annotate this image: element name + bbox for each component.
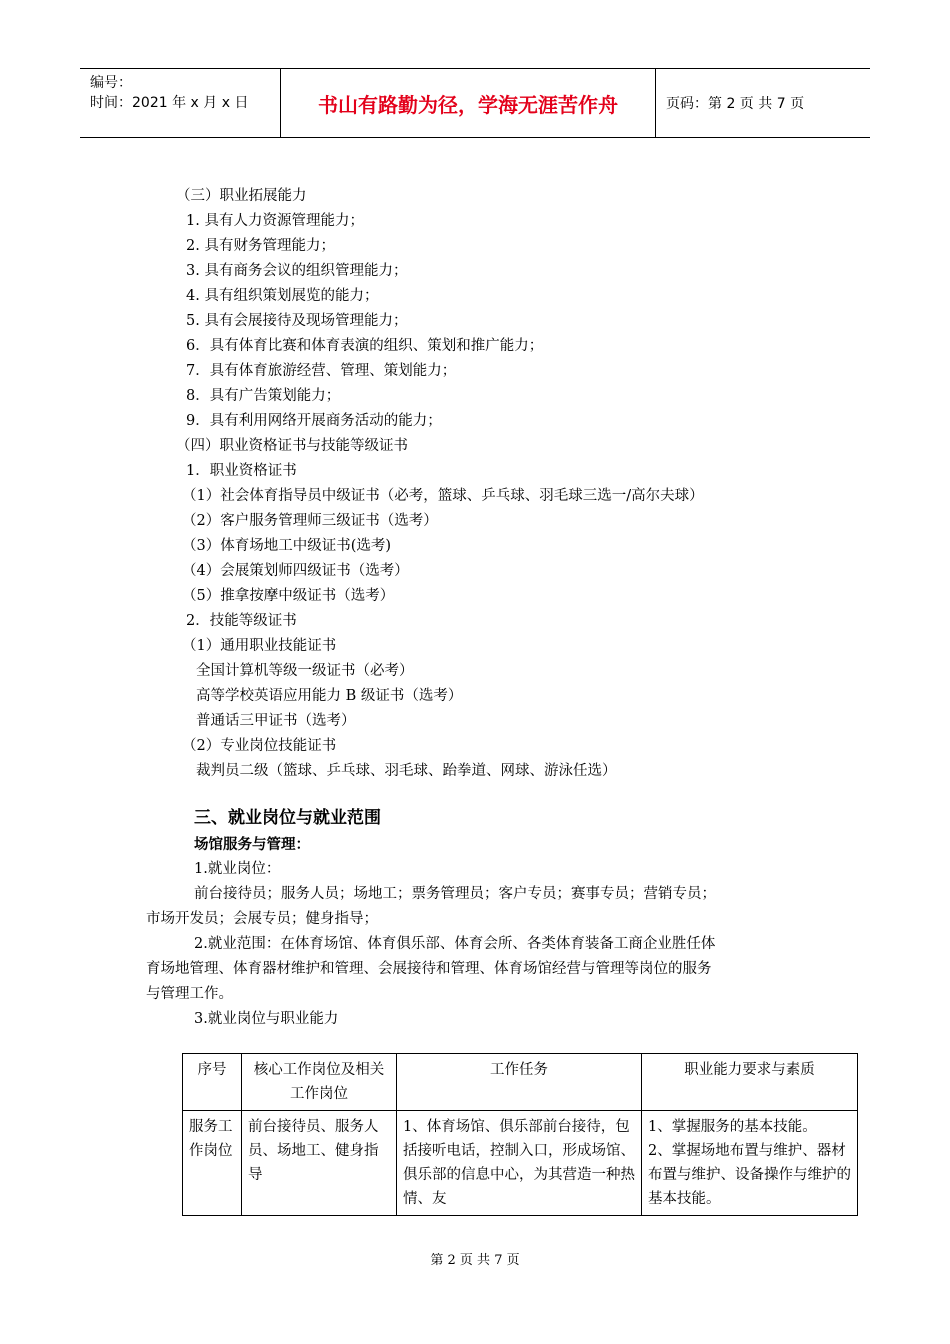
paragraph-title: 3.就业岗位与职业能力 [194,1011,339,1027]
list-item: （2）专业岗位技能证书 [182,738,337,754]
list-item: 6．具有体育比赛和体育表演的组织、策划和推广能力； [186,338,544,354]
section-heading: 三、就业岗位与就业范围 [194,808,381,828]
list-item: 9．具有利用网络开展商务活动的能力； [186,413,442,429]
table-cell-seq: 服务工作岗位 [183,1111,242,1216]
list-item: （1）社会体育指导员中级证书（必考，篮球、乒乓球、羽毛球三选一/高尔夫球） [182,488,704,504]
list-item: 3. 具有商务会议的组织管理能力； [186,263,408,279]
list-item: 高等学校英语应用能力 B 级证书（选考） [196,688,463,704]
table-header-cell: 核心工作岗位及相关工作岗位 [242,1054,397,1111]
table-row [183,1111,858,1216]
table-cell-tasks: 1、体育场馆、俱乐部前台接待，包括接听电话，控制入口，形成场馆、俱乐部的信息中心，为其营造一种热情、友 [397,1111,642,1216]
paragraph-line: 市场开发员；会展专员；健身指导； [146,911,378,927]
list-item: 4. 具有组织策划展览的能力； [186,288,379,304]
paragraph-line: 育场地管理、体育器材维护和管理、会展接待和管理、体育场馆经营与管理等岗位的服务 [146,961,712,977]
number-label: 编号： [90,75,132,91]
paragraph-line: 前台接待员；服务人员；场地工；票务管理员；客户专员；赛事专员；营销专员； [194,886,716,902]
section-title: （三）职业拓展能力 [176,188,307,204]
list-item: （4）会展策划师四级证书（选考） [182,563,409,579]
list-item: 2. 具有财务管理能力； [186,238,335,254]
list-item: 5. 具有会展接待及现场管理能力； [186,313,408,329]
requirement-line: 1、掌握服务的基本技能。 [648,1119,817,1135]
header-motto: 书山有路勤为径，学海无涯苦作舟 [281,69,656,137]
table-cell-positions: 前台接待员、服务人员、场地工、健身指导 [242,1111,397,1216]
paragraph-title: 1.就业岗位： [194,861,281,877]
section-subheading: 场馆服务与管理： [194,837,310,853]
time-label: 时间：2021 年 x 月 x 日 [90,95,249,111]
page-footer: 第 2 页 共 7 页 [430,1253,520,1268]
table-header-cell: 工作任务 [397,1054,642,1111]
requirement-line: 2、掌握场地布置与维护、器材布置与维护、设备操作与维护的基本技能。 [648,1143,851,1207]
list-item: 1．职业资格证书 [186,463,297,479]
list-item: 2．技能等级证书 [186,613,297,629]
table-header-cell: 职业能力要求与素质 [642,1054,858,1111]
list-item: 1. 具有人力资源管理能力； [186,213,364,229]
list-item: （3）体育场地工中级证书(选考) [182,538,392,554]
section-title: （四）职业资格证书与技能等级证书 [176,438,408,454]
list-item: 裁判员二级（篮球、乒乓球、羽毛球、跆拳道、网球、游泳任选） [196,763,617,779]
list-item: 全国计算机等级一级证书（必考） [196,663,414,679]
list-item: （2）客户服务管理师三级证书（选考） [182,513,438,529]
list-item: 8．具有广告策划能力； [186,388,341,404]
page-header [80,68,870,138]
table-cell-requirements [642,1111,858,1216]
paragraph-line: 2.就业范围：在体育场馆、体育俱乐部、体育会所、各类体育装备工商企业胜任体 [194,936,716,952]
table-header-cell: 序号 [183,1054,242,1111]
jobs-table [182,1053,858,1216]
table-header-row [183,1054,858,1111]
header-left-cell [80,69,281,137]
list-item: 7．具有体育旅游经营、管理、策划能力； [186,363,457,379]
list-item: （1）通用职业技能证书 [182,638,337,654]
paragraph-line: 与管理工作。 [146,986,233,1002]
list-item: （5）推拿按摩中级证书（选考） [182,588,395,604]
header-page-info: 页码：第 2 页 共 7 页 [666,96,805,112]
list-item: 普通话三甲证书（选考） [196,713,356,729]
